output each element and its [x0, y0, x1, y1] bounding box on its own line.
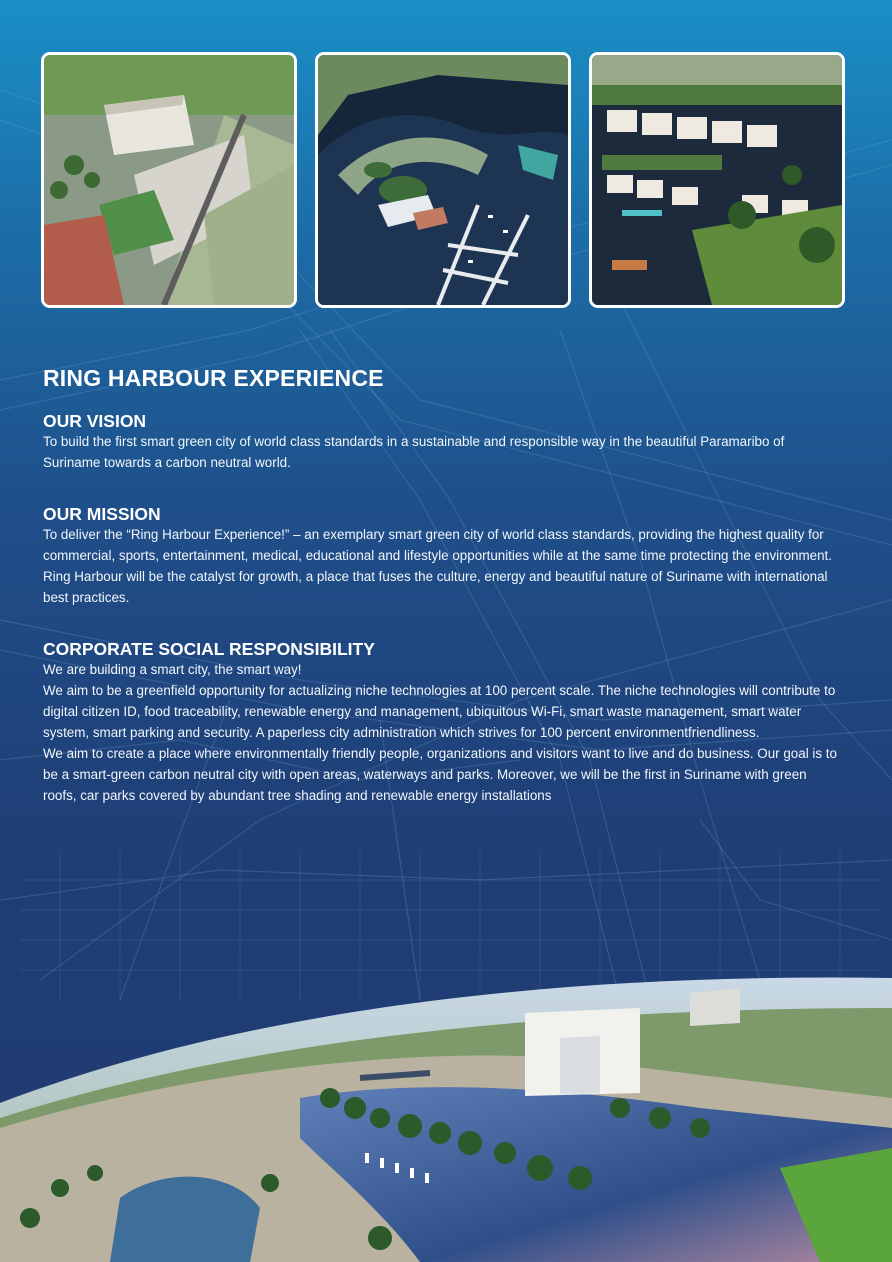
csr-technologies: We aim to be a greenfield opportunity for actualizing niche technologies at 100 percent scale. The niche technologies will contribute to digital citizen ID, food traceability, renewable energy and management, ubiquitous Wi-Fi, smart waste management, smart water system, smart parking and security. A paperless city administration which strives for 100 percent environmentfriendliness. [43, 683, 836, 740]
mission-heading: OUR MISSION [43, 504, 161, 524]
mission-text: To deliver the “Ring Harbour Experience!” – an exemplary smart green city of world class standards, providing the highest quality for commercial, sports, entertainment, medical, educational and lifestyle opportunities while at the same time protecting the environment. Ring Harbour will be the catalyst for growth, a place that fuses the culture, energy and beautiful nature of Suriname with international best practices. [43, 527, 832, 605]
csr-goals: We aim to create a place where environmentally friendly people, organizations and visitors want to live and do business. Our goal is to be a smart-green carbon neutral city with open areas, waterways and parks. Moreover, we will be the first in Suriname with green roofs, car parks covered by abundant tree shading and renewable energy installations [43, 746, 837, 803]
main-content [43, 364, 843, 806]
csr-heading: CORPORATE SOCIAL RESPONSIBILITY [43, 639, 375, 659]
photo-waterfront-villas [589, 52, 845, 308]
csr-section [43, 639, 843, 806]
photo-marina [315, 52, 571, 308]
vision-section [43, 411, 843, 473]
waterfront-villas-image [592, 55, 842, 305]
marina-image [318, 55, 568, 305]
csr-intro: We are building a smart city, the smart way! [43, 662, 302, 677]
vision-text: To build the first smart green city of world class standards in a sustainable and responsible way in the beautiful Paramaribo of Suriname towards a carbon neutral world. [43, 434, 785, 470]
page-title: RING HARBOUR EXPERIENCE [43, 365, 384, 391]
mission-section [43, 504, 843, 608]
aerial-harbour-image [0, 968, 892, 1262]
photo-sports-complex [41, 52, 297, 308]
vision-heading: OUR VISION [43, 411, 147, 431]
sports-complex-image [44, 55, 294, 305]
